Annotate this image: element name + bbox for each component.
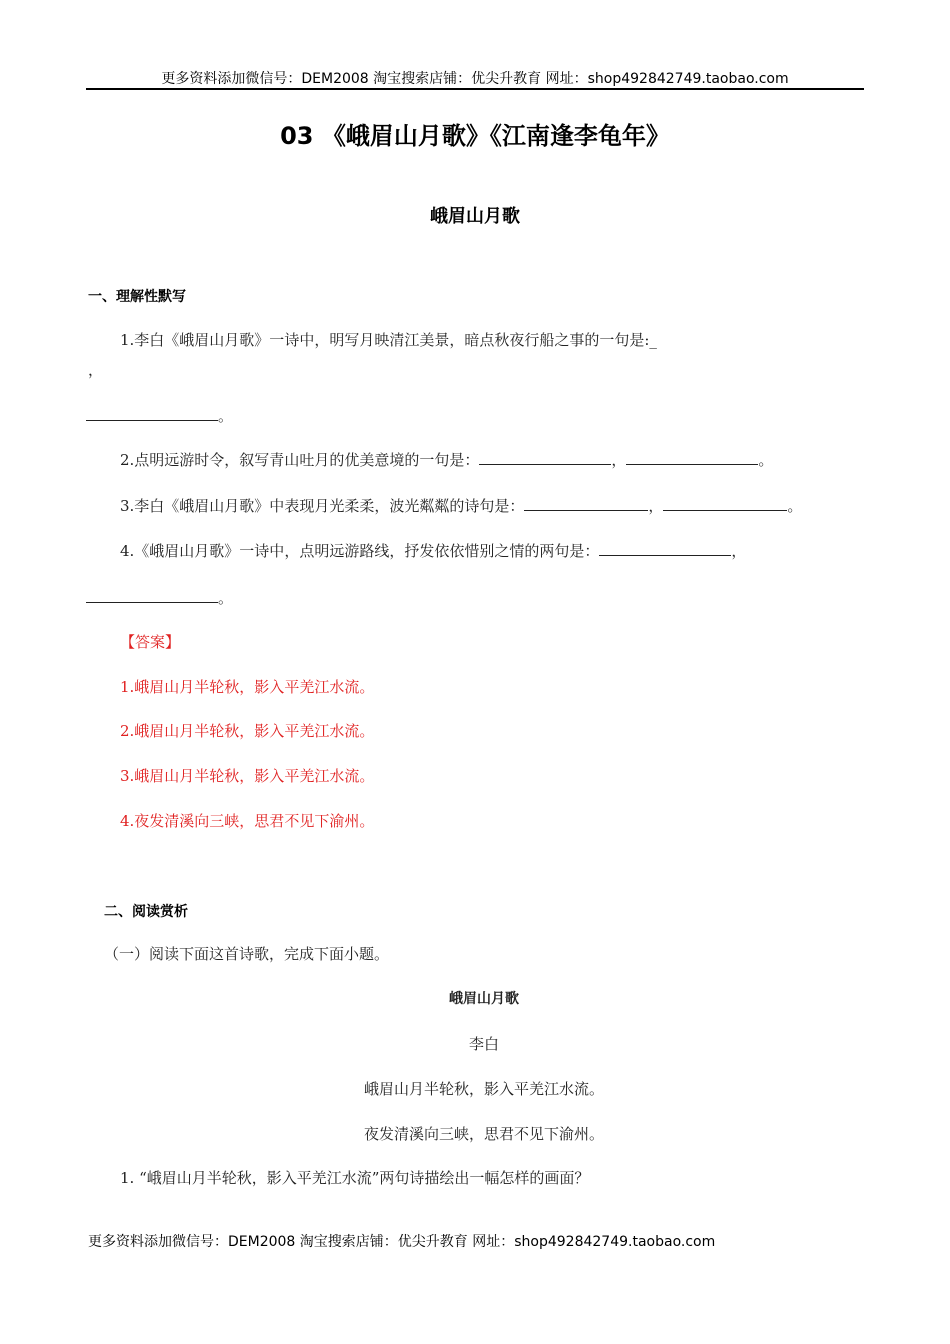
poem-line: 峨眉山月半轮秋，影入平羌江水流。: [363, 1080, 604, 1098]
answer-blank[interactable]: [599, 541, 731, 556]
question-4: 4.《峨眉山月歌》一诗中，点明远游路线，抒发依依惜别之情的两句是： ，: [120, 542, 747, 560]
answer-blank[interactable]: [663, 496, 787, 511]
question-4-text: 4.《峨眉山月歌》一诗中，点明远游路线，抒发依依惜别之情的两句是：: [120, 542, 600, 560]
question-1-comma: ，: [88, 361, 104, 379]
section-heading-dictation: 一、理解性默写: [88, 289, 186, 305]
page-footer: 更多资料添加微信号：DEM2008 淘宝搜索店铺：优尖升教育 网址：shop492842749.taobao.com: [88, 1234, 716, 1250]
reading-question-1: 1. “峨眉山月半轮秋，影入平羌江水流”两句诗描绘出一幅怎样的画面？: [120, 1169, 590, 1187]
question-3: 3.李白《峨眉山月歌》中表现月光柔柔，波光粼粼的诗句是： ， 。: [120, 497, 803, 515]
poem-title: 峨眉山月歌: [449, 991, 519, 1007]
answer-blank[interactable]: [626, 450, 758, 465]
question-3-text: 3.李白《峨眉山月歌》中表现月光柔柔，波光粼粼的诗句是：: [120, 497, 525, 515]
answer-label: 【答案】: [120, 633, 181, 651]
question-4-line2: 。: [86, 588, 233, 608]
answer-blank[interactable]: [479, 450, 611, 465]
question-1-line2: [86, 406, 233, 426]
poem-line: 夜发清溪向三峡，思君不见下渝州。: [363, 1125, 604, 1143]
answer-blank[interactable]: [524, 496, 648, 511]
answer-item: 1.峨眉山月半轮秋，影入平羌江水流。: [120, 678, 375, 696]
question-2: 2.点明远游时令，叙写青山吐月的优美意境的一句是： ， 。: [120, 451, 774, 469]
answer-blank[interactable]: [86, 588, 218, 603]
answer-item: 2.峨眉山月半轮秋，影入平羌江水流。: [120, 722, 375, 740]
answer-blank[interactable]: [86, 406, 218, 421]
page-header: 更多资料添加微信号：DEM2008 淘宝搜索店铺：优尖升教育 网址：shop492842749.taobao.com: [161, 71, 789, 87]
question-1-end: 。: [218, 407, 234, 425]
poem-subtitle: 峨眉山月歌: [430, 206, 520, 227]
poem-author: 李白: [468, 1035, 499, 1053]
reading-intro: （一）阅读下面这首诗歌，完成下面小题。: [104, 945, 390, 963]
question-1: [120, 330, 657, 350]
answer-item: 4.夜发清溪向三峡，思君不见下渝州。: [120, 812, 375, 830]
section-heading-reading: 二、阅读赏析: [104, 904, 188, 920]
question-1-text: 1.李白《峨眉山月歌》一诗中，明写月映清江美景，暗点秋夜行船之事的一句是:_: [120, 331, 657, 349]
page-title: 03 《峨眉山月歌》《江南逢李龟年》: [280, 122, 670, 150]
header-rule: [86, 88, 864, 90]
answer-item: 3.峨眉山月半轮秋，影入平羌江水流。: [120, 767, 375, 785]
